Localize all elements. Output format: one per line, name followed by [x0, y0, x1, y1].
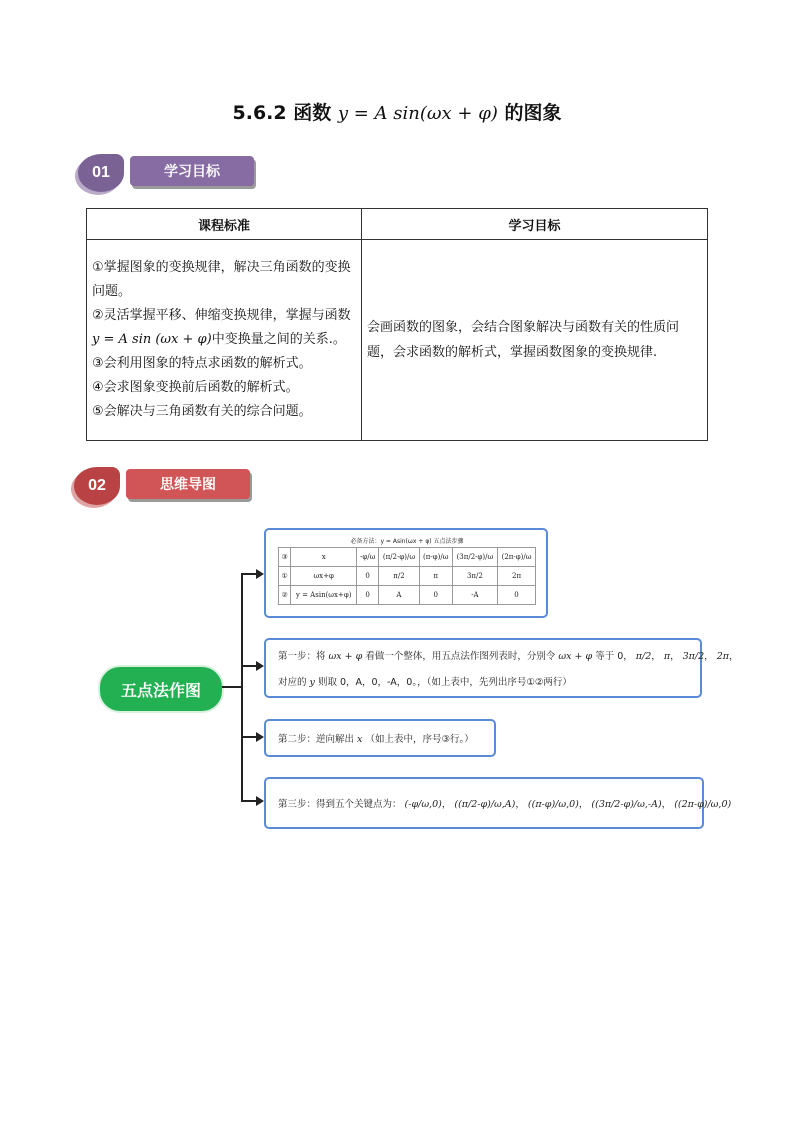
connector-trunk	[241, 573, 243, 801]
table-cell: 0	[498, 586, 536, 605]
step1-value: 2π	[716, 651, 729, 662]
step1-text: 则取 0，A，0，-A，0。，（如上表中，先列出序号①②两行）	[317, 677, 572, 688]
standard-item	[92, 304, 356, 352]
table-cell: -A	[452, 586, 497, 605]
table-header-row	[87, 209, 708, 240]
connector-branch	[241, 736, 257, 738]
table-cell: (3π/2-φ)/ω	[452, 548, 497, 567]
standard-item-text: 中变换量之间的关系.。	[211, 332, 346, 347]
standard-item: ⑤会解决与三角函数有关的综合问题。	[92, 404, 312, 419]
curriculum-standard-cell	[87, 240, 362, 441]
table-cell: 3π/2	[452, 567, 497, 586]
table-cell: 0	[357, 567, 379, 586]
step1-text: 等于 0，	[595, 651, 633, 662]
section-number-badge: 02	[74, 467, 120, 505]
mindmap-root-node: 五点法作图	[98, 665, 224, 713]
table-cell: A	[379, 586, 419, 605]
step2-variable: x	[357, 734, 363, 745]
arrow-icon	[256, 661, 264, 671]
table-cell: 0	[419, 586, 452, 605]
learning-goal-cell: 会画函数的图象，会结合图象解决与函数有关的性质问题，会求函数的解析式，掌握函数图象的变换规律.	[362, 240, 708, 441]
arrow-icon	[256, 732, 264, 742]
table-row	[87, 240, 708, 441]
section-label: 学习目标	[130, 156, 254, 186]
table-cell: π	[419, 567, 452, 586]
step2-text: 第二步：逆向解出	[278, 734, 355, 745]
table-cell: π/2	[379, 567, 419, 586]
step3-text: 第三步：得到五个关键点为：	[278, 799, 402, 810]
table-cell: 2π	[498, 567, 536, 586]
connector-branch	[241, 573, 257, 575]
mindmap-node-table	[264, 528, 548, 618]
table-row	[279, 548, 536, 567]
title-formula: y = A sin(ωx + φ)	[337, 103, 498, 124]
table-cell: 0	[357, 586, 379, 605]
mindmap-node-step2	[264, 719, 496, 757]
table-cell: (2π-φ)/ω	[498, 548, 536, 567]
five-point-table	[278, 536, 536, 605]
table-cell: -φ/ω	[357, 548, 379, 567]
standard-item: ①掌握图象的变换规律，解决三角函数的变换问题。	[92, 260, 351, 299]
connector-branch	[241, 665, 257, 667]
table-row	[279, 567, 536, 586]
step1-value: 3π/2	[682, 651, 705, 662]
table-cell: (π-φ)/ω	[419, 548, 452, 567]
key-point: ((2π-φ)/ω,0)	[674, 799, 732, 810]
key-point: ((π/2-φ)/ω,A)	[454, 799, 516, 810]
standard-item-text: ②灵活掌握平移、伸缩变换规律，掌握与函数	[92, 308, 351, 323]
step2-line	[278, 731, 474, 745]
table-cell: ②	[279, 586, 291, 605]
standard-item: ④会求图象变换前后函数的解析式。	[92, 380, 299, 395]
standard-item: ③会利用图象的特点求函数的解析式。	[92, 356, 312, 371]
step1-value: π/2	[635, 651, 652, 662]
step1-formula: ωx + φ	[328, 651, 363, 662]
header-learning-goals: 学习目标	[362, 209, 708, 240]
step1-text: 第一步：将	[278, 651, 326, 662]
step1-text: 看做一个整体，用五点法作图列表时，分别令	[365, 651, 556, 662]
mindmap-node-step3	[264, 777, 732, 829]
connector-branch	[241, 800, 257, 802]
step1-line2	[278, 674, 572, 688]
step2-text: （如上表中，序号③行。）	[365, 734, 474, 745]
title-suffix: 的图象	[504, 102, 562, 124]
title-prefix: 5.6.2 函数	[232, 102, 332, 124]
arrow-icon	[256, 796, 264, 806]
step1-variable: y	[309, 677, 315, 688]
table-cell: y = Asin(ωx+φ)	[291, 586, 357, 605]
key-point: ((π-φ)/ω,0)	[527, 799, 579, 810]
table-cell: ①	[279, 567, 291, 586]
table-cell: ③	[279, 548, 291, 567]
table-cell: (π/2-φ)/ω	[379, 548, 419, 567]
goals-table	[86, 208, 708, 441]
table-cell: ωx+φ	[291, 567, 357, 586]
step1-text: 对应的	[278, 677, 307, 688]
step1-value: π	[663, 651, 671, 662]
step1-line1: 第一步：将 ωx + φ 看做一个整体，用五点法作图列表时，分别令 ωx + φ 等于 0， π/2， π， 3π/2， 2π，	[278, 651, 739, 662]
page-title	[0, 98, 794, 125]
key-point: ((3π/2-φ)/ω,-A)	[591, 799, 662, 810]
mindmap-node-step1	[264, 638, 739, 698]
table-cell: x	[291, 548, 357, 567]
connector-line	[222, 686, 242, 688]
header-curriculum-standard: 课程标准	[87, 209, 362, 240]
section-number-badge: 01	[78, 154, 124, 192]
key-point: (-φ/ω,0)	[404, 799, 442, 810]
standard-item-formula: y = A sin (ωx + φ)	[92, 332, 212, 347]
section-label: 思维导图	[126, 469, 250, 499]
five-point-table-caption: 必备方法：y = Asin(ωx + φ) 五点法步骤	[350, 538, 464, 545]
step3-line: 第三步：得到五个关键点为： (-φ/ω,0)， ((π/2-φ)/ω,A)， ((π-φ)/ω,0)， ((3π/2-φ)/ω,-A)， ((2π-φ)/ω,0)	[278, 799, 732, 810]
arrow-icon	[256, 569, 264, 579]
table-row	[279, 586, 536, 605]
step1-formula: ωx + φ	[558, 651, 593, 662]
